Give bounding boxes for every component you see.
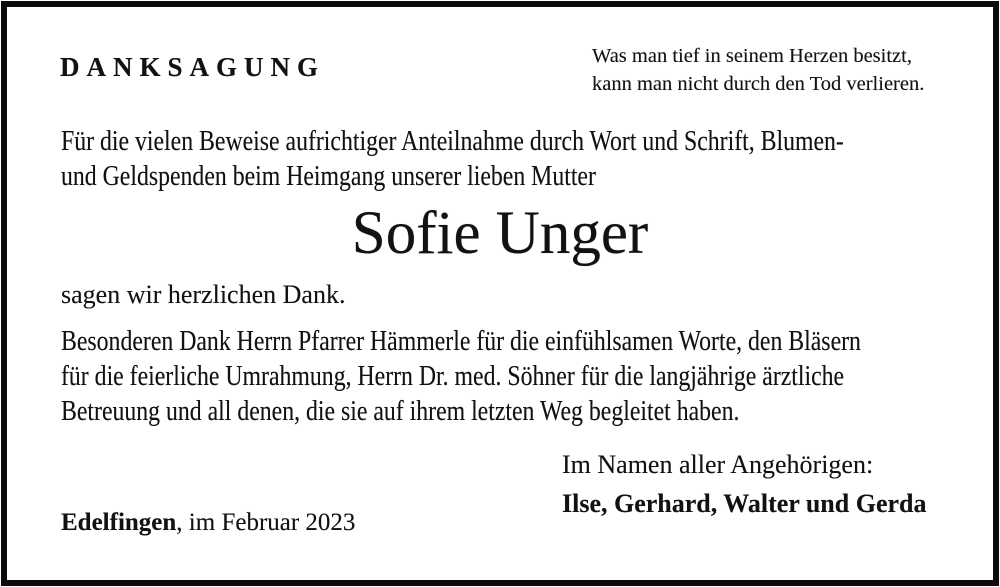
notice-title: DANKSAGUNG	[60, 52, 326, 82]
closing-in-name-of: Im Namen aller Angehörigen:	[562, 450, 874, 479]
dateline	[61, 509, 355, 537]
epigraph-line-1: Was man tief in seinem Herzen besitzt,	[592, 45, 912, 67]
intro-line-1: Für die vielen Beweise aufrichtiger Anteilnahme durch Wort und Schrift, Blumen-	[61, 125, 844, 157]
deceased-name: Sofie Unger	[351, 200, 649, 267]
closing-block	[562, 450, 927, 519]
dateline-place: Edelfingen	[61, 509, 177, 536]
epigraph-line-2: kann man nicht durch den Tod verlieren.	[592, 73, 925, 95]
special-thanks-line-1: Besonderen Dank Herrn Pfarrer Hämmerle für die einfühlsamen Worte, den Bläsern	[61, 325, 861, 357]
special-thanks-paragraph	[61, 324, 861, 429]
closing-family-names: Ilse, Gerhard, Walter und Gerda	[562, 489, 927, 518]
dateline-date: , im Februar 2023	[176, 509, 356, 536]
intro-line-2: und Geldspenden beim Heimgang unserer lieben Mutter	[61, 160, 596, 192]
special-thanks-line-3: Betreuung und all denen, die sie auf ihrem letzten Weg begleitet haben.	[61, 395, 740, 427]
thanks-line: sagen wir herzlichen Dank.	[61, 280, 346, 309]
epigraph	[592, 42, 924, 98]
intro-paragraph	[61, 124, 844, 194]
special-thanks-line-2: für die feierliche Umrahmung, Herrn Dr. med. Söhner für die langjährige ärztliche	[61, 360, 845, 392]
